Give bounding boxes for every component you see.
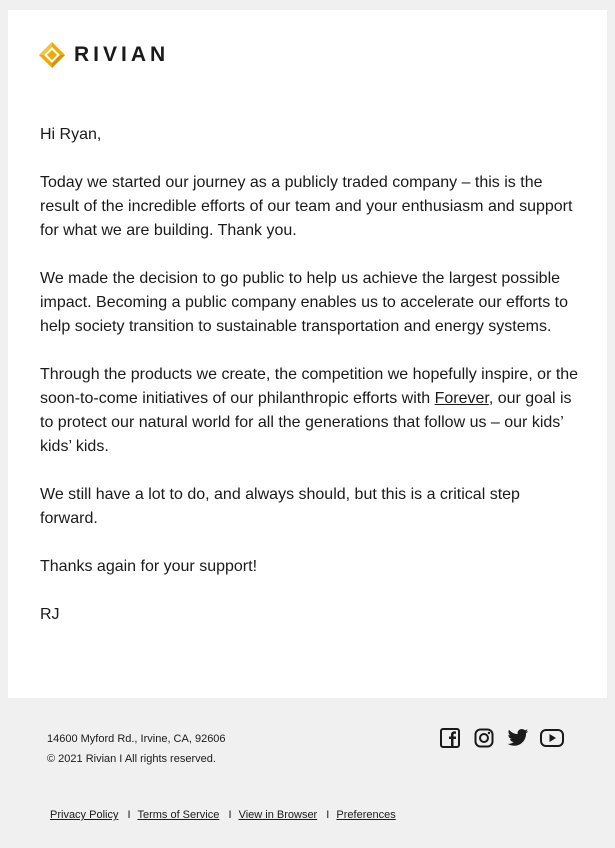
link-separator: I: [127, 809, 131, 821]
signature: RJ: [40, 606, 60, 623]
paragraph-3-start: Through the products we create, the competition we hopefully inspire, or the soon-to-come initiatives of our philanthropic efforts with: [40, 366, 579, 407]
logo-wordmark: RIVIAN: [74, 43, 170, 66]
paragraph-4: We still have a lot to do, and always should, but this is a critical step forward.: [40, 486, 520, 527]
email-body: [40, 123, 580, 651]
greeting: Hi Ryan,: [40, 126, 102, 143]
footer: [0, 698, 615, 848]
youtube-icon[interactable]: [540, 726, 564, 750]
social-links: [438, 726, 574, 750]
footer-address-block: [47, 729, 226, 769]
paragraph-5: Thanks again for your support!: [40, 558, 258, 575]
instagram-icon[interactable]: [472, 726, 496, 750]
paragraph-2: We made the decision to go public to help us achieve the largest possible impact. Becoming a public company enables us to accelerate our efforts to help society transition to sustainable transportation and energy systems.: [40, 270, 568, 335]
link-separator: I: [326, 809, 330, 821]
email-card: [8, 10, 607, 698]
preferences-link[interactable]: Preferences: [336, 809, 396, 821]
link-separator: I: [228, 809, 232, 821]
view-in-browser-link[interactable]: View in Browser: [238, 809, 318, 821]
address: 14600 Myford Rd., Irvine, CA, 92606: [47, 733, 226, 745]
paragraph-3: [40, 363, 580, 459]
privacy-policy-link[interactable]: Privacy Policy: [50, 809, 119, 821]
rivian-logo-mark-icon: [38, 41, 66, 69]
forever-link[interactable]: Forever: [434, 390, 489, 407]
copyright: © 2021 Rivian I All rights reserved.: [47, 753, 216, 765]
rivian-logo[interactable]: [38, 40, 169, 70]
paragraph-3-end: , our goal is to protect our natural world for all the generations that follow us – our kids’ kids’ kids.: [40, 390, 572, 455]
facebook-icon[interactable]: [438, 726, 462, 750]
paragraph-1: Today we started our journey as a publicly traded company – this is the result of the incredible efforts of our team and your enthusiasm and support for what we are building. Thank you.: [40, 174, 573, 239]
footer-links: [50, 809, 396, 821]
terms-of-service-link[interactable]: Terms of Service: [137, 809, 220, 821]
twitter-icon[interactable]: [506, 726, 530, 750]
